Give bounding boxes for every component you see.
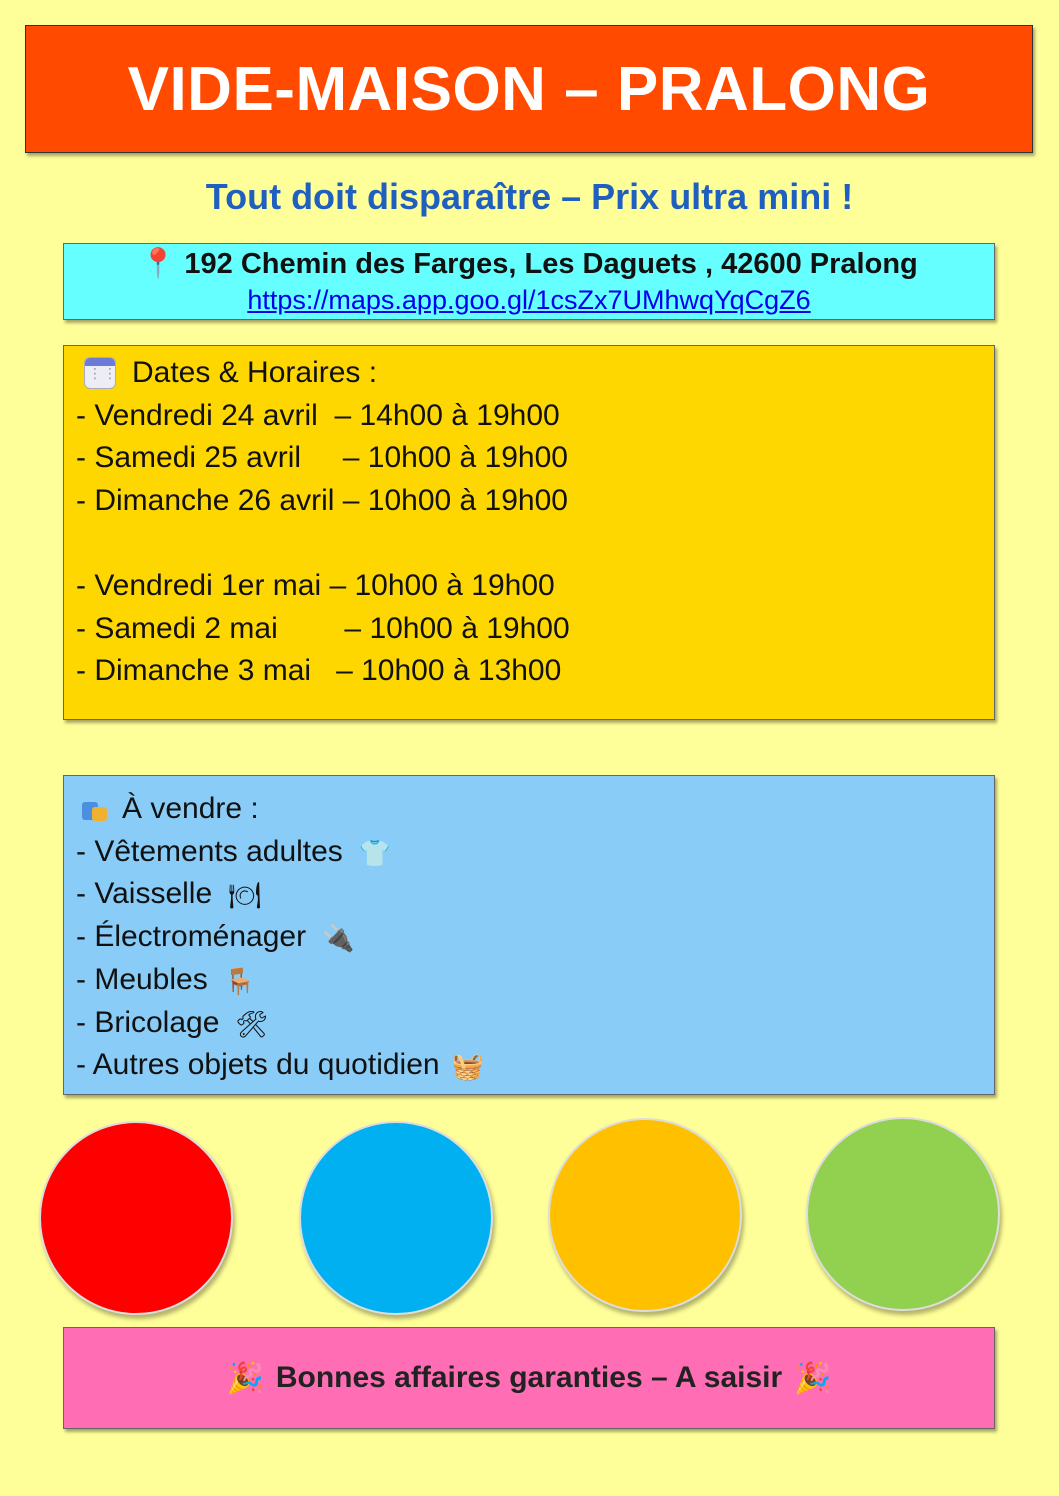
calendar-icon [84,357,116,389]
shopping-bags-icon [80,796,108,822]
blue-circle [299,1121,493,1315]
green-circle [806,1117,1000,1311]
plug-icon: 🔌 [322,923,355,954]
subtitle: Tout doit disparaître – Prix ultra mini ! [205,176,854,217]
basket-icon: 🧺 [451,1051,484,1082]
party-popper-icon: 🎉 [794,1361,832,1395]
address-row [64,246,994,282]
address-text: 192 Chemin des Farges, Les Daguets , 42600 Pralong [184,248,918,280]
tshirt-icon: 👕 [358,837,392,868]
sale-item: - Vêtements adultes 👕 [76,834,392,868]
date-line: - Vendredi 1er mai – 10h00 à 19h00 [76,568,555,602]
maps-link[interactable]: https://maps.app.goo.gl/1csZx7UMhwqYqCgZ6 [247,285,811,315]
sale-item: - Meubles 🪑 [76,962,257,996]
date-line: - Vendredi 24 avril – 14h00 à 19h00 [76,398,560,432]
sale-item: - Bricolage 🛠 [76,1005,269,1039]
red-circle [39,1121,233,1315]
title-banner [25,25,1033,153]
plate-icon: 🍽 [228,880,262,911]
dates-heading [76,352,994,395]
footer-banner [63,1327,995,1429]
chair-icon: 🪑 [223,965,257,996]
dates-box [63,345,995,720]
date-line: - Samedi 25 avril – 10h00 à 19h00 [76,441,568,475]
date-line: - Dimanche 3 mai – 10h00 à 13h00 [76,654,562,688]
address-box [63,243,995,320]
dates-heading-label: Dates & Horaires : [132,356,378,389]
map-pin-icon: 📍 [140,248,177,280]
tools-icon: 🛠 [235,1008,269,1039]
sale-item: - Autres objets du quotidien 🧺 [76,1048,484,1082]
orange-circle [548,1118,742,1312]
sale-item: - Vaisselle 🍽 [76,877,262,911]
sale-heading [76,788,994,831]
date-line: - Samedi 2 mai – 10h00 à 19h00 [76,611,570,645]
sale-item: - Électroménager 🔌 [76,920,355,954]
footer-text: Bonnes affaires garanties – A saisir [275,1361,783,1394]
page-title: VIDE-MAISON – PRALONG [127,54,931,124]
date-line: - Dimanche 26 avril – 10h00 à 19h00 [76,484,568,518]
spacer [76,523,994,565]
party-popper-icon: 🎉 [226,1361,264,1395]
for-sale-box [63,775,995,1095]
sale-heading-label: À vendre : [122,792,259,825]
